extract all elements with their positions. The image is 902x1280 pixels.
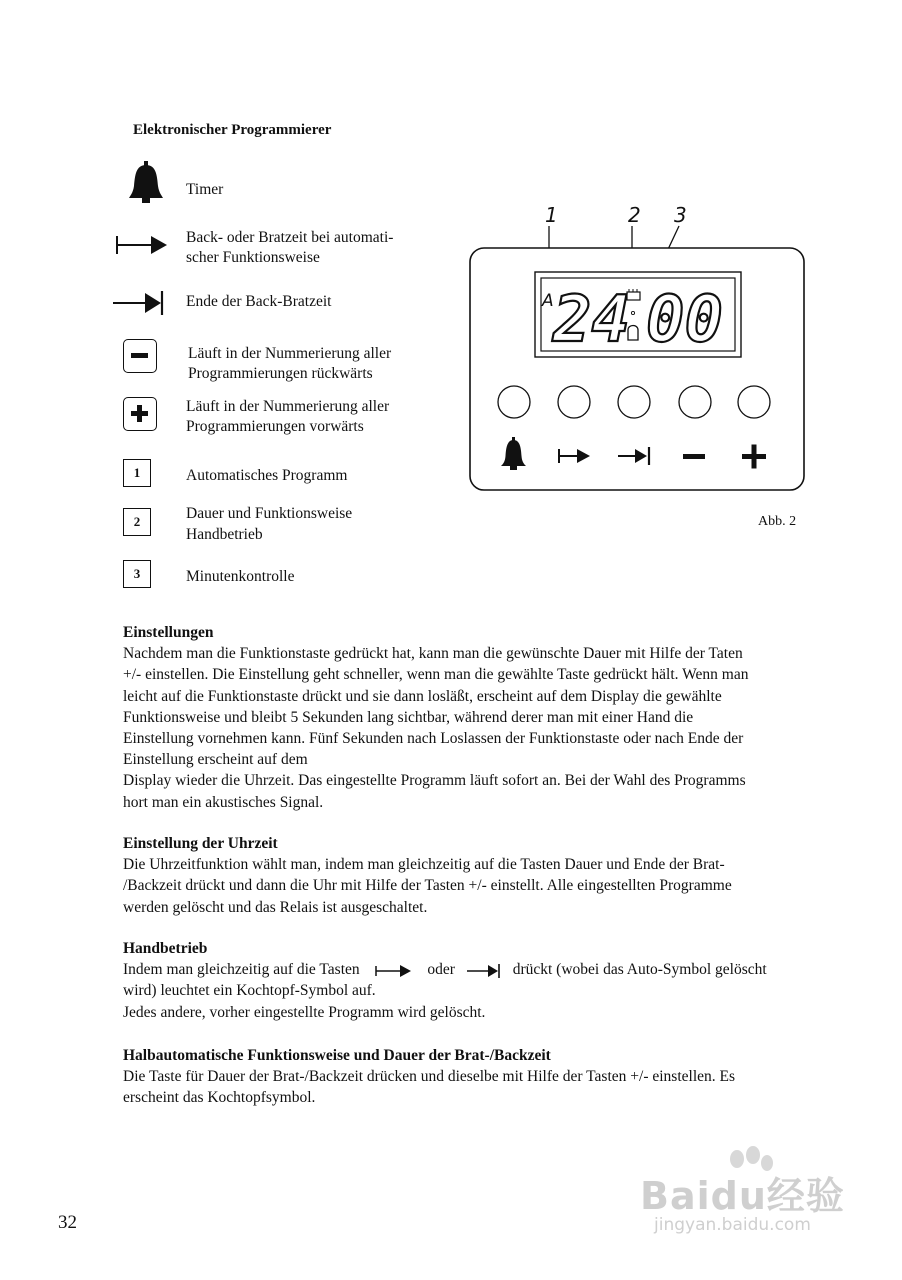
bell-icon bbox=[127, 160, 165, 206]
minus-button[interactable] bbox=[679, 386, 711, 418]
plus-button[interactable] bbox=[738, 386, 770, 418]
section-heading: Halbautomatische Funktionsweise und Dauer der Brat-/Backzeit bbox=[123, 1047, 551, 1064]
section-einstellungen: Einstellungen Nachdem man die Funktionstaste gedrückt hat, kann man die gewünschte Dauer mit Hilfe der Taten +/- einstellen. Die Einstellung geht schneller, wenn man die gewählte Taste gedrückt hält. Wenn man leicht auf die Funktionstaste drückt und sie dann losläßt, erscheint auf dem Display die gewählte Funktionsweise und bleibt 5 Sekunden lang sichtbar, während derer man mit einer Hand die Einstellung vornehmen kann. Fünf Sekunden nach Loslassen der Funktionstaste oder nach Ende der Einstellung erscheint auf dem Display wieder die Uhrzeit. Das eingestellte Programm läuft sofort an. Bei der Wahl des Programms hort man ein akustisches Signal. bbox=[123, 622, 853, 813]
section-halbautomatisch: Halbautomatische Funktionsweise und Dauer der Brat-/Backzeit Die Taste für Dauer der Brat-/Backzeit drücken und dieselbe mit Hilfe der Tasten +/- einstellen. Es erscheint das Kochtopfsymbol. bbox=[123, 1045, 853, 1109]
section-uhrzeit: Einstellung der Uhrzeit Die Uhrzeitfunktion wählt man, indem man gleichzeitig auf die Tasten Dauer und Ende der Brat- /Backzeit drückt und dann die Uhr mit Hilfe der Tasten +/- einstellt. Alle eingestellten Programme werden gelöscht und das Relais ist ausgeschaltet. bbox=[123, 833, 853, 918]
section-heading: Einstellungen bbox=[123, 624, 214, 641]
figure-caption: Abb. 2 bbox=[758, 514, 797, 529]
page-number: 32 bbox=[58, 1212, 77, 1233]
section-heading: Einstellung der Uhrzeit bbox=[123, 835, 278, 852]
inline-end-arrow-icon bbox=[465, 963, 503, 979]
callout-3: 3 bbox=[674, 203, 687, 227]
legend-text-minus: Läuft in der Nummerierung aller Programmierungen rückwärts bbox=[188, 345, 392, 382]
start-arrow-icon bbox=[115, 231, 169, 259]
legend-text-start: Back- oder Bratzeit bei automati- scher Funktionsweise bbox=[186, 229, 394, 266]
watermark-url: jingyan.baidu.com bbox=[654, 1215, 811, 1235]
start-button[interactable] bbox=[558, 386, 590, 418]
legend-text-end: Ende der Back-Bratzeit bbox=[186, 293, 332, 310]
programmer-figure bbox=[460, 200, 820, 500]
program-box-3: 3 bbox=[123, 560, 151, 588]
watermark bbox=[640, 1145, 865, 1245]
display-minutes: 00 bbox=[646, 283, 724, 357]
end-button[interactable] bbox=[618, 386, 650, 418]
end-arrow-icon bbox=[111, 288, 165, 318]
plus-key-icon bbox=[123, 397, 157, 431]
legend-text-box1: Automatisches Programm bbox=[186, 467, 348, 484]
program-box-1: 1 bbox=[123, 459, 151, 487]
legend-text-timer: Timer bbox=[186, 181, 224, 198]
callout-2: 2 bbox=[628, 203, 641, 227]
page-title: Elektronischer Programmierer bbox=[133, 122, 332, 138]
inline-start-arrow-icon bbox=[374, 963, 414, 979]
program-box-2: 2 bbox=[123, 508, 151, 536]
section-heading: Handbetrieb bbox=[123, 940, 208, 957]
bell-button[interactable] bbox=[498, 386, 530, 418]
legend-text-box3: Minutenkontrolle bbox=[186, 568, 295, 585]
legend-text-plus: Läuft in der Nummerierung aller Programmierungen vorwärts bbox=[186, 398, 390, 435]
display-mode-letter: A bbox=[542, 291, 554, 311]
minus-key-icon bbox=[123, 339, 157, 373]
watermark-brand: Baidu经验 bbox=[640, 1174, 845, 1218]
legend-text-box2: Dauer und Funktionsweise Handbetrieb bbox=[186, 505, 353, 543]
section-handbetrieb: Handbetrieb Indem man gleichzeitig auf die Tasten oder drückt (wobei das Auto-Symbol gelöscht wird) leuchtet ein Kochtopf-Symbol auf. Jedes andere, vorher eingestellte Programm wird gelöscht. bbox=[123, 938, 853, 1023]
panel-minus-icon bbox=[683, 454, 705, 459]
callout-1: 1 bbox=[545, 203, 558, 227]
display-hours: 24 bbox=[553, 283, 631, 357]
